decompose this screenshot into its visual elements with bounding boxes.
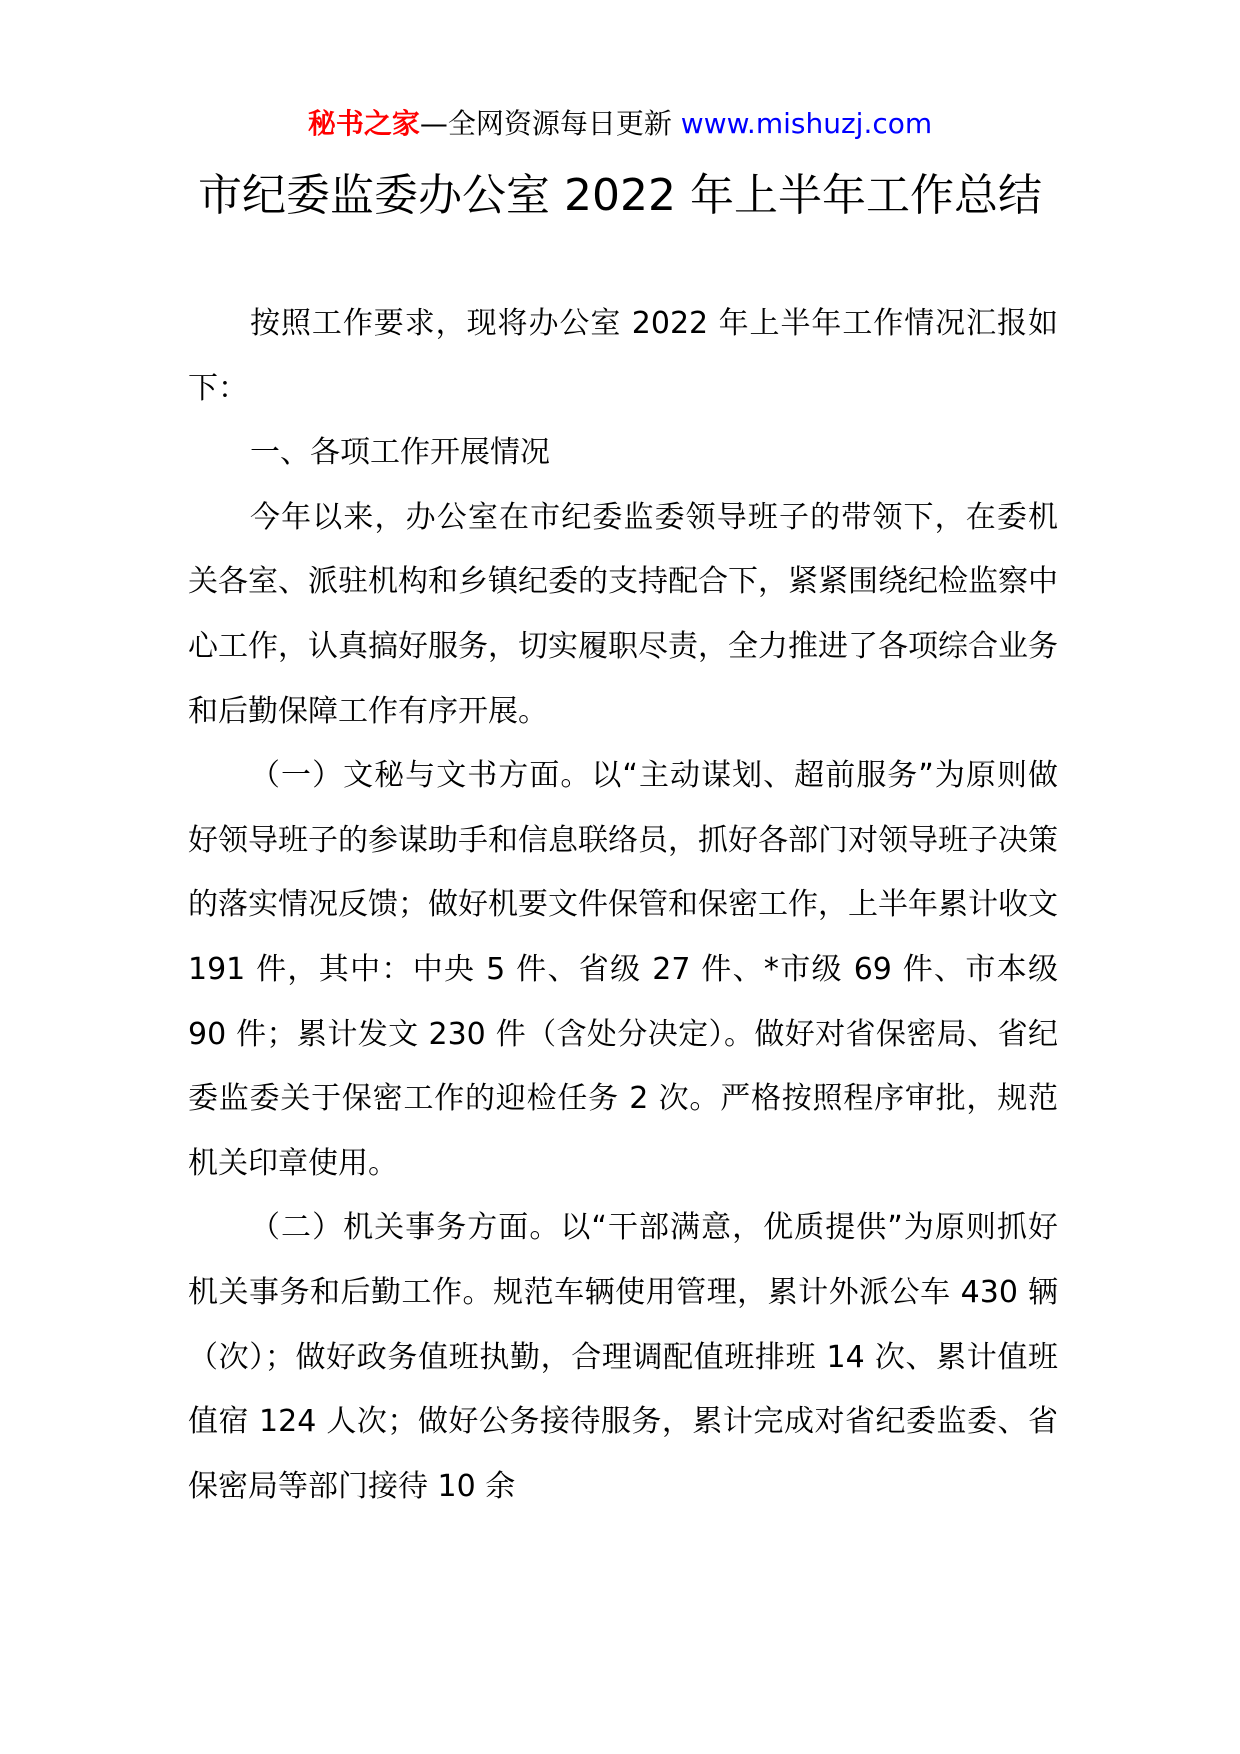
intro-paragraph: 按照工作要求，现将办公室 2022 年上半年工作情况汇报如下： <box>188 306 1058 406</box>
document-body <box>188 292 1058 1519</box>
secretarial-paragraph: （一）文秘与文书方面。以“主动谋划、超前服务”为原则做好领导班子的参谋助手和信息联络员，抓好各部门对领导班子决策的落实情况反馈；做好机要文件保管和保密工作，上半年累计收文 191 件，其中：中央 5 件、省级 27 件、*市级 69 件、市本级 90 件；累计发文 230 件（含处分决定）。做好对省保密局、省纪委监委关于保密工作的迎检任务 2 次。严格按照程序审批，规范机关印章使用。 <box>188 758 1058 1181</box>
affairs-paragraph: （二）机关事务方面。以“干部满意，优质提供”为原则抓好机关事务和后勤工作。规范车辆使用管理，累计外派公车 430 辆（次）；做好政务值班执勤，合理调配值班排班 14 次、累计值班值宿 124 人次；做好公务接待服务，累计完成对省纪委监委、省保密局等部门接待 10 余 <box>188 1210 1058 1504</box>
section-heading: 一、各项工作开展情况 <box>250 435 550 471</box>
document-title: 市纪委监委办公室 2022 年上半年工作总结 <box>198 170 1042 221</box>
site-brand: 秘书之家 <box>307 107 420 140</box>
site-header <box>0 104 1240 144</box>
site-url[interactable]: www.mishuzj.com <box>680 107 933 140</box>
overview-paragraph: 今年以来，办公室在市纪委监委领导班子的带领下，在委机关各室、派驻机构和乡镇纪委的支持配合下，紧紧围绕纪检监察中心工作，认真搞好服务，切实履职尽责，全力推进了各项综合业务和后勤保障工作有序开展。 <box>188 499 1058 729</box>
site-tagline: —全网资源每日更新 <box>419 107 672 140</box>
